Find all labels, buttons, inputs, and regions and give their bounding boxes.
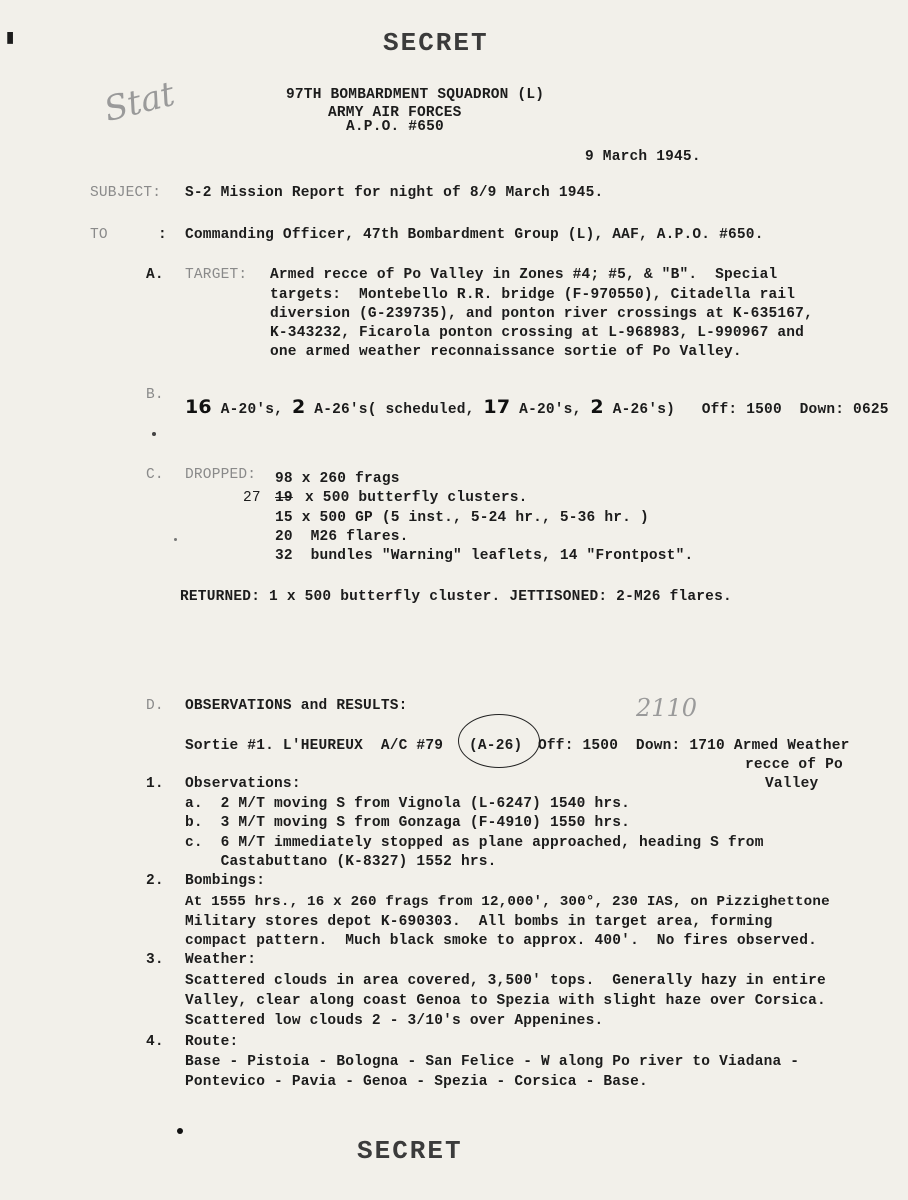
item-1-number: 1.	[146, 776, 164, 792]
target-line-5: one armed weather reconnaissance sortie of Po Valley.	[270, 344, 742, 360]
scheduled-a20-count: 16	[185, 396, 212, 418]
flown-a20-text: A-20's,	[510, 402, 591, 418]
scheduled-a26-count: 2	[291, 396, 306, 418]
subject-text: S-2 Mission Report for night of 8/9 March 1945.	[185, 185, 604, 201]
corner-mark: ▮	[4, 27, 17, 50]
punch-dot	[152, 432, 156, 436]
dropped-line-4: 20 M26 flares.	[275, 529, 409, 545]
observation-line: c. 6 M/T immediately stopped as plane approached, heading S from	[185, 835, 764, 851]
section-a-letter: A.	[146, 267, 164, 283]
route-line: Pontevico - Pavia - Genoa - Spezia - Corsica - Base.	[185, 1074, 648, 1090]
section-d-letter: D.	[146, 698, 164, 714]
item-1-title: Observations:	[185, 776, 301, 792]
sortie-continuation-2: Valley	[765, 776, 819, 792]
dropped-line-3: 15 x 500 GP (5 inst., 5-24 hr., 5-36 hr. )	[275, 510, 649, 526]
item-4-number: 4.	[146, 1034, 164, 1050]
target-line-4: K-343232, Ficarola ponton crossing at L-968983, L-990967 and	[270, 325, 805, 341]
dropped-line-2: x 500 butterfly clusters.	[305, 490, 528, 506]
flown-a20-count: 17	[483, 396, 511, 418]
item-2-title: Bombings:	[185, 873, 266, 889]
classification-bottom: SECRET	[357, 1136, 463, 1166]
bombing-line: compact pattern. Much black smoke to approx. 400'. No fires observed.	[185, 933, 818, 949]
to-colon: :	[158, 227, 167, 243]
classification-top: SECRET	[383, 28, 489, 58]
sortie-continuation-1: recce of Po	[745, 757, 843, 773]
to-label: TO	[90, 227, 108, 243]
sortie-right: Off: 1500 Down: 1710 Armed Weather	[538, 738, 850, 754]
punch-dot-3	[177, 1128, 183, 1134]
observation-line: Castabuttano (K-8327) 1552 hrs.	[185, 854, 497, 870]
route-line: Base - Pistoia - Bologna - San Felice - W along Po river to Viadana -	[185, 1054, 800, 1070]
bombing-line: Military stores depot K-690303. All bombs in target area, forming	[185, 914, 773, 930]
item-3-title: Weather:	[185, 952, 257, 968]
unit-heading: 97TH BOMBARDMENT SQUADRON (L)	[286, 87, 545, 103]
circled-annotation	[458, 714, 540, 768]
report-date: 9 March 1945.	[585, 149, 701, 165]
section-b-letter: B.	[146, 387, 164, 403]
weather-line: Valley, clear along coast Genoa to Spezia with slight haze over Corsica.	[185, 993, 826, 1009]
punch-dot-2	[174, 538, 177, 541]
item-3-number: 3.	[146, 952, 164, 968]
weather-line: Scattered clouds in area covered, 3,500' tops. Generally hazy in entire	[185, 973, 826, 989]
section-d-label: OBSERVATIONS and RESULTS:	[185, 698, 408, 714]
section-a-label: TARGET:	[185, 267, 248, 283]
target-line-2: targets: Montebello R.R. bridge (F-970550), Citadella rail	[270, 287, 796, 303]
flown-a26-text: A-26's) Off: 1500 Down: 0625	[603, 402, 889, 418]
returned-line: RETURNED: 1 x 500 butterfly cluster. JETTISONED: 2-M26 flares.	[180, 589, 732, 605]
sorties-line	[185, 398, 889, 419]
subject-label: SUBJECT:	[90, 185, 162, 201]
target-line-1: Armed recce of Po Valley in Zones #4; #5, & "B". Special	[270, 267, 778, 283]
apo-heading: A.P.O. #650	[346, 119, 444, 135]
section-c-label: DROPPED:	[185, 467, 257, 483]
to-text: Commanding Officer, 47th Bombardment Group (L), AAF, A.P.O. #650.	[185, 227, 764, 243]
service-heading: ARMY AIR FORCES	[328, 105, 462, 121]
flown-a26-count: 2	[590, 396, 604, 418]
pencil-note: 2110	[636, 694, 698, 722]
dropped-qty-written: 27	[243, 490, 261, 506]
scheduled-a26-text: A-26's( scheduled,	[305, 402, 484, 418]
dropped-line-1: 98 x 260 frags	[275, 471, 400, 487]
sortie-left: Sortie #1. L'HEUREUX A/C #79	[185, 738, 444, 754]
dropped-line-5: 32 bundles "Warning" leaflets, 14 "Frontpost".	[275, 548, 694, 564]
bombing-line: At 1555 hrs., 16 x 260 frags from 12,000', 300°, 230 IAS, on Pizzighettone	[185, 894, 830, 910]
section-c-letter: C.	[146, 467, 164, 483]
dropped-qty-crossed: 19	[275, 490, 293, 506]
scheduled-a20-text: A-20's,	[211, 402, 292, 418]
observation-line: b. 3 M/T moving S from Gonzaga (F-4910) 1550 hrs.	[185, 815, 631, 831]
weather-line: Scattered low clouds 2 - 3/10's over Appenines.	[185, 1013, 604, 1029]
item-4-title: Route:	[185, 1034, 239, 1050]
margin-note: Stat	[100, 74, 179, 130]
item-2-number: 2.	[146, 873, 164, 889]
sortie-circled-type: (A-26)	[469, 738, 523, 754]
observation-line: a. 2 M/T moving S from Vignola (L-6247) 1540 hrs.	[185, 796, 631, 812]
target-line-3: diversion (G-239735), and ponton river crossings at K-635167,	[270, 306, 813, 322]
